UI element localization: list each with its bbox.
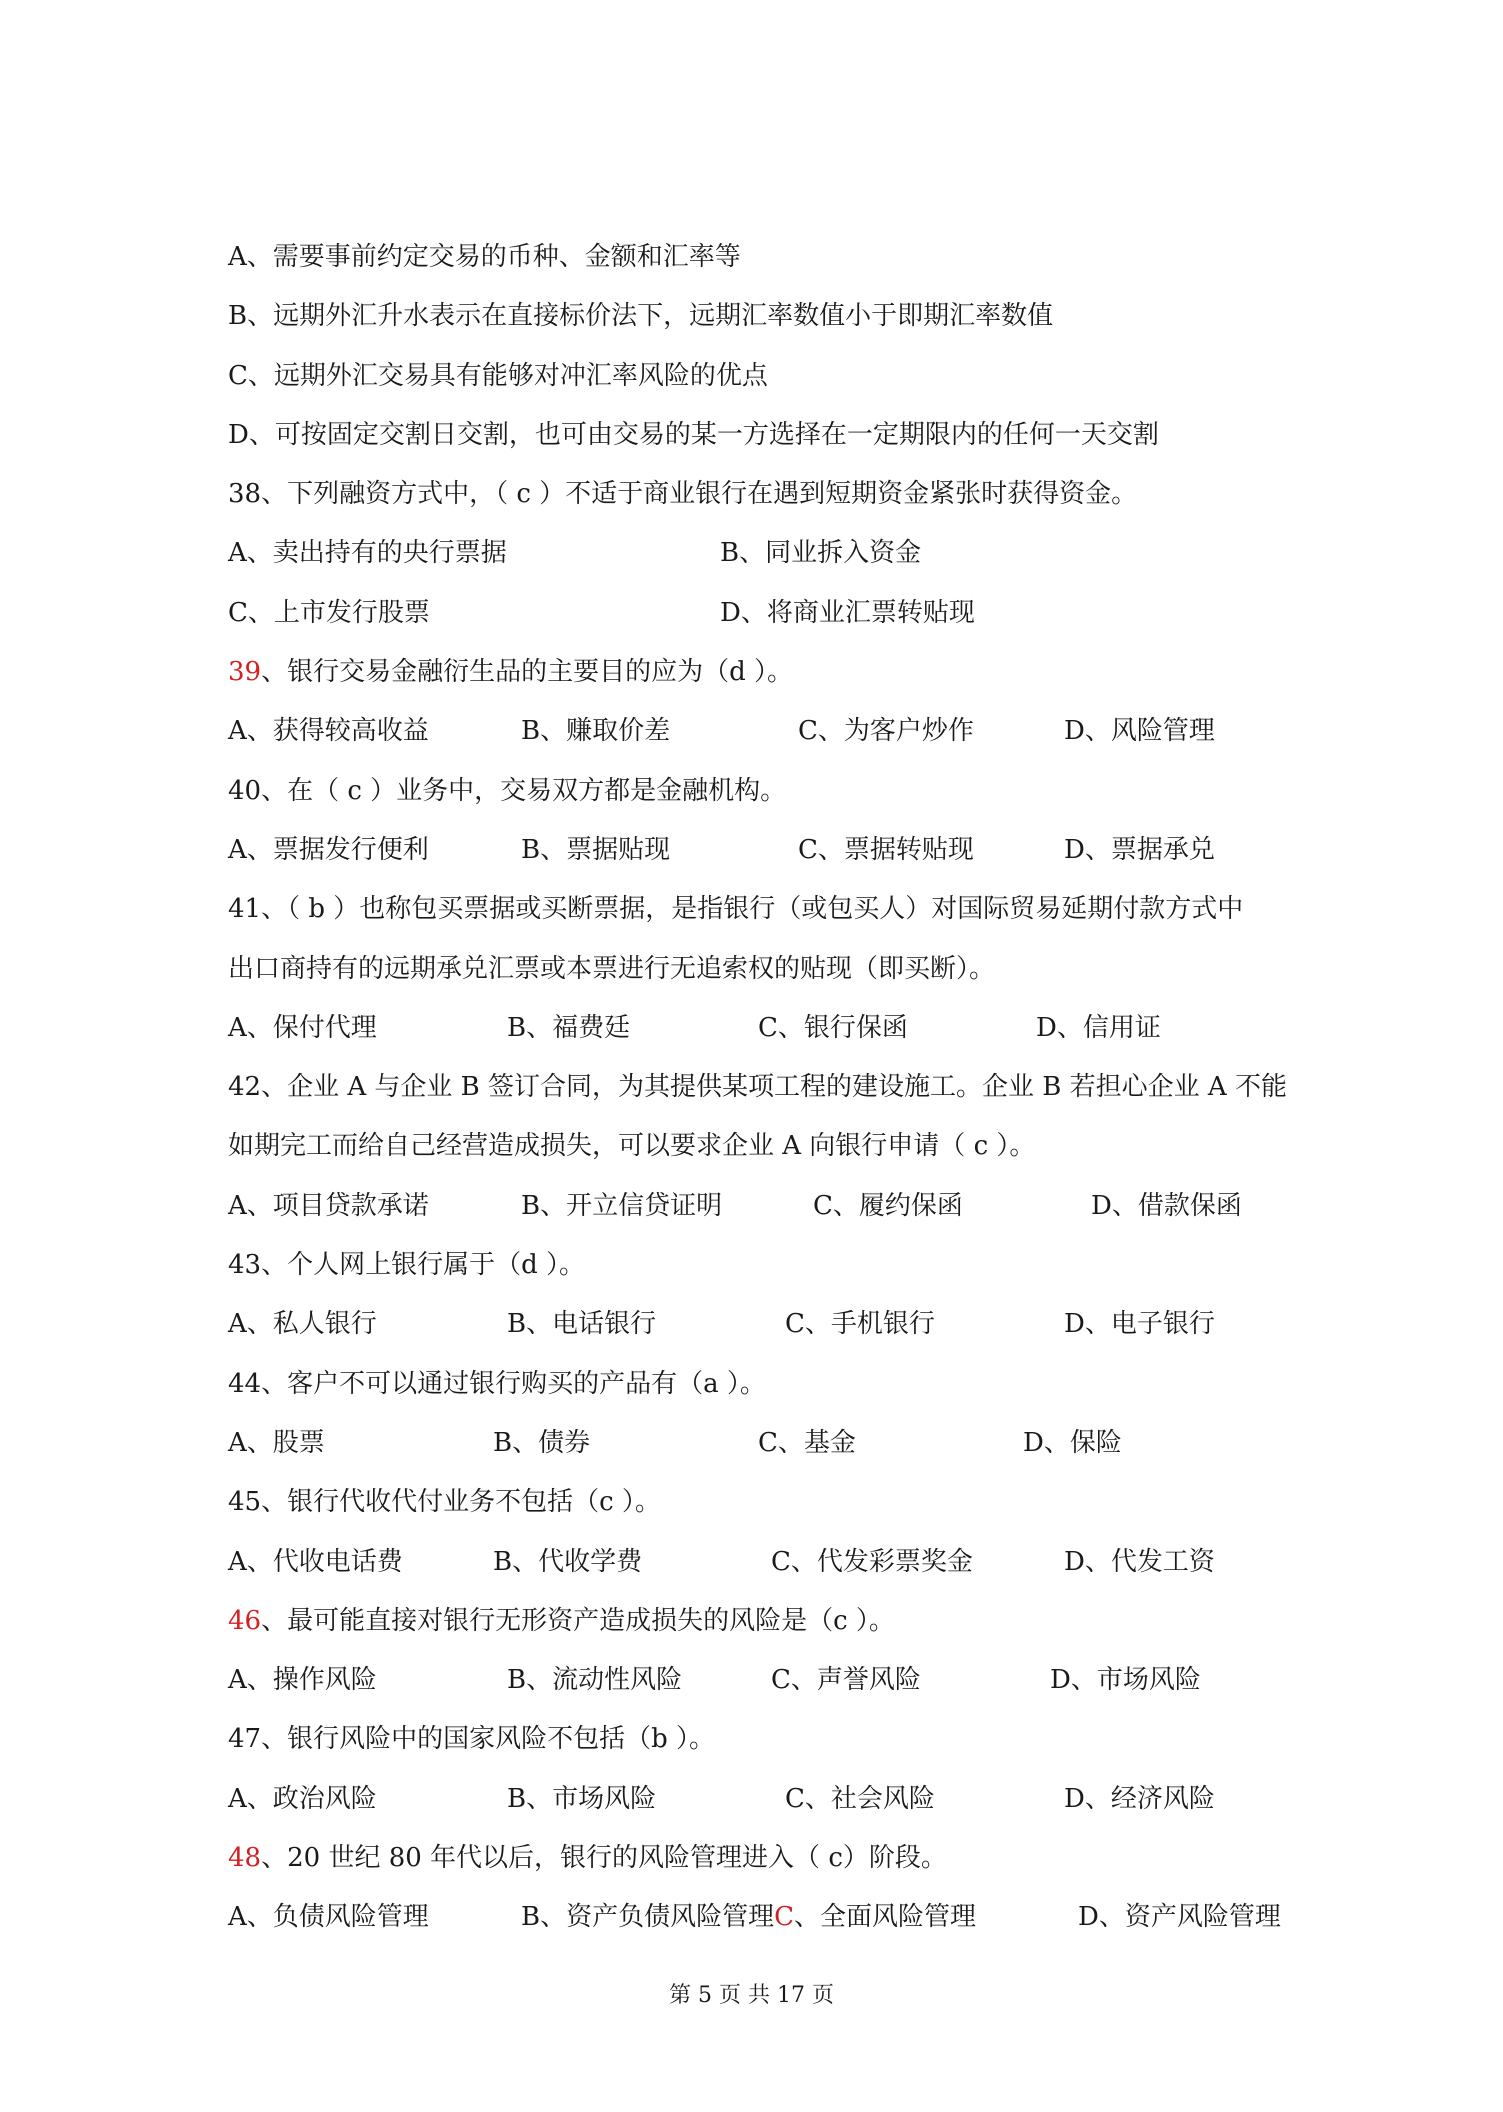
question-38-options-row-2 [228, 584, 1288, 643]
question-42-option-c: C、履约保函 [813, 1190, 963, 1221]
question-46-option-c: C、声誉风险 [771, 1665, 921, 1696]
question-45-option-c: C、代发彩票奖金 [771, 1546, 973, 1577]
question-46-number: 46 [228, 1605, 262, 1636]
prev-option-a: A、需要事前约定交易的币种、金额和汇率等 [228, 242, 741, 272]
question-38-option-d: D、将商业汇票转贴现 [720, 597, 975, 628]
question-44-option-c: C、基金 [758, 1427, 856, 1458]
question-40-option-d: D、票据承兑 [1064, 834, 1215, 865]
question-43-option-b: B、电话银行 [507, 1309, 657, 1340]
prev-option-c: C、远期外汇交易具有能够对冲汇率风险的优点 [228, 360, 768, 391]
question-48-option-c-letter: C [774, 1902, 795, 1933]
prev-option-b: B、远期外汇升水表示在直接标价法下，远期汇率数值小于即期汇率数值 [228, 301, 1054, 332]
question-43-stem: 43、个人网上银行属于（d ）。 [228, 1250, 585, 1281]
question-45-option-b: B、代收学费 [493, 1546, 643, 1577]
question-44-option-a: A、股票 [228, 1427, 325, 1458]
question-43-option-a: A、私人银行 [228, 1309, 377, 1340]
question-39-option-c: C、为客户炒作 [798, 716, 974, 747]
question-42-option-d: D、借款保函 [1091, 1190, 1242, 1221]
page-content [228, 228, 1288, 1948]
question-41-option-d: D、信用证 [1036, 1012, 1161, 1043]
question-41-stem-line-2: 出口商持有的远期承兑汇票或本票进行无追索权的贴现（即买断）。 [228, 953, 996, 984]
question-47-stem: 47、银行风险中的国家风险不包括（b ）。 [228, 1724, 715, 1755]
page-footer: 第 5 页 共 17 页 [669, 1983, 834, 2008]
question-47-option-d: D、经济风险 [1064, 1783, 1215, 1814]
question-47-option-b: B、市场风险 [507, 1783, 657, 1814]
question-47-option-c: C、社会风险 [785, 1783, 935, 1814]
question-40-option-b: B、票据贴现 [521, 834, 671, 865]
question-42-stem-line-2: 如期完工而给自己经营造成损失，可以要求企业 A 向银行申请（ c ）。 [228, 1131, 1036, 1162]
question-39-option-b: B、赚取价差 [521, 716, 671, 747]
question-45-options [228, 1533, 1288, 1592]
question-39-option-d: D、风险管理 [1064, 716, 1215, 747]
question-42-option-b: B、开立信贷证明 [521, 1190, 723, 1221]
question-45-stem: 45、银行代收代付业务不包括（c ）。 [228, 1487, 661, 1518]
question-46-stem [228, 1592, 1288, 1651]
question-41-option-b: B、福费廷 [507, 1012, 631, 1043]
question-44-options [228, 1414, 1288, 1473]
prev-option-d: D、可按固定交割日交割，也可由交易的某一方选择在一定期限内的任何一天交割 [228, 419, 1159, 450]
question-48-option-d: D、资产风险管理 [1078, 1902, 1281, 1933]
question-43-option-c: C、手机银行 [785, 1309, 935, 1340]
question-39-text: 、银行交易金融衍生品的主要目的应为（d ）。 [261, 657, 794, 688]
question-48-option-b-and-c [521, 1888, 976, 1947]
question-41-option-a: A、保付代理 [228, 1012, 377, 1043]
question-46-options [228, 1651, 1288, 1710]
question-38-option-a: A、卖出持有的央行票据 [228, 538, 507, 569]
question-45-option-a: A、代收电话费 [228, 1546, 403, 1577]
question-48-stem [228, 1829, 1288, 1888]
question-47-options [228, 1770, 1288, 1829]
question-38-options-row-1 [228, 524, 1288, 583]
question-40-options [228, 821, 1288, 880]
question-43-options [228, 1295, 1288, 1354]
question-39-options [228, 702, 1288, 761]
question-44-option-d: D、保险 [1023, 1427, 1122, 1458]
question-41-option-c: C、银行保函 [758, 1012, 908, 1043]
question-39-number: 39 [228, 657, 262, 688]
question-42-stem-line-1: 42、企业 A 与企业 B 签订合同，为其提供某项工程的建设施工。企业 B 若担心企业 A 不能 [228, 1072, 1287, 1103]
question-46-text: 、最可能直接对银行无形资产造成损失的风险是（c ）。 [261, 1605, 895, 1636]
question-44-option-b: B、债券 [493, 1427, 591, 1458]
question-40-stem: 40、在（ c ）业务中，交易双方都是金融机构。 [228, 775, 787, 806]
question-48-options [228, 1888, 1288, 1947]
question-43-option-d: D、电子银行 [1064, 1309, 1215, 1340]
question-42-options [228, 1177, 1288, 1236]
question-46-option-d: D、市场风险 [1050, 1665, 1201, 1696]
question-46-option-b: B、流动性风险 [507, 1665, 683, 1696]
question-48-option-a: A、负债风险管理 [228, 1902, 429, 1933]
question-48-option-b: B、资产负债风险管理 [521, 1902, 775, 1933]
question-38-option-b: B、同业拆入资金 [720, 538, 922, 569]
question-48-text: 、20 世纪 80 年代以后，银行的风险管理进入（ c）阶段。 [261, 1843, 947, 1874]
question-45-option-d: D、代发工资 [1064, 1546, 1215, 1577]
question-46-option-a: A、操作风险 [228, 1665, 377, 1696]
question-38-stem: 38、下列融资方式中，（ c ）不适于商业银行在遇到短期资金紧张时获得资金。 [228, 479, 1138, 510]
question-38-option-c: C、上市发行股票 [228, 597, 430, 628]
question-41-options [228, 999, 1288, 1058]
question-41-stem-line-1: 41、（ b ）也称包买票据或买断票据，是指银行（或包买人）对国际贸易延期付款方式中 [228, 894, 1244, 925]
question-40-option-a: A、票据发行便利 [228, 834, 429, 865]
question-39-stem [228, 643, 1288, 702]
question-42-option-a: A、项目贷款承诺 [228, 1190, 429, 1221]
question-48-number: 48 [228, 1843, 262, 1874]
question-39-option-a: A、获得较高收益 [228, 716, 429, 747]
question-47-option-a: A、政治风险 [228, 1783, 377, 1814]
question-40-option-c: C、票据转贴现 [798, 834, 974, 865]
question-44-stem: 44、客户不可以通过银行购买的产品有（a ）。 [228, 1368, 766, 1399]
question-48-option-c-text: 、全面风险管理 [794, 1902, 977, 1933]
